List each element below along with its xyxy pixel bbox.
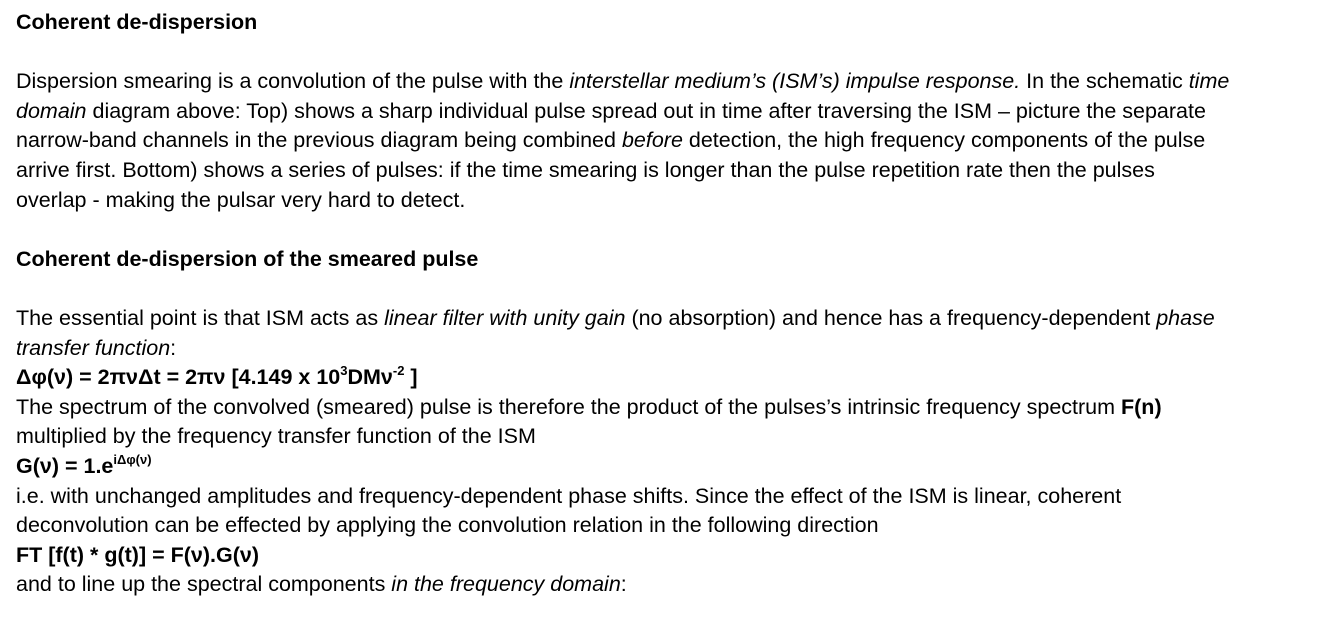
equation-text: DMν [347,365,393,390]
text-run: i.e. with unchanged amplitudes and frequency-dependent phase shifts. Since the effect of the ISM is linear, coherent [16,483,1122,508]
text-run: diagram above: Top) shows a sharp individual pulse spread out in time after traversing the ISM – picture the separate [86,98,1206,123]
section-heading-coherent-de-dispersion: Coherent de-dispersion [16,10,258,34]
equation-text: G(ν) = 1.e [16,453,114,478]
text-run: narrow-band channels in the previous diagram being combined [16,128,622,153]
paragraph-line [16,186,1316,216]
italic-text: phase [1156,305,1215,330]
text-run: Dispersion smearing is a convolution of the pulse with the [16,69,570,94]
paragraph-line [16,67,1316,97]
equation-superscript: 3 [340,363,348,379]
italic-text: transfer function [16,335,171,360]
text-run: arrive first. Bottom) shows a series of pulses: if the time smearing is longer than the pulse repetition rate then the pulses [16,157,1155,182]
italic-text: domain [16,98,87,123]
paragraph-closing [16,570,1316,600]
text-run: (no absorption) and hence has a frequency-dependent [625,305,1157,330]
paragraph-line [16,126,1316,156]
equation-text: Δφ(ν) = 2πνΔt = 2πν [4.149 x 10 [16,365,341,390]
paragraph-dispersion-smearing [16,67,1316,215]
paragraph-line [16,334,1316,364]
paragraph-line [16,482,1316,512]
italic-text: interstellar medium’s (ISM’s) impulse response. [569,69,1021,94]
italic-text: in the frequency domain [391,572,621,597]
equation-phase-shift [16,363,1316,393]
text-run: : [620,572,627,597]
paragraph-line [16,156,1316,186]
paragraph-unchanged-amplitudes [16,482,1316,541]
section-heading-smeared-pulse: Coherent de-dispersion of the smeared pulse [16,246,479,271]
text-run: overlap - making the pulsar very hard to detect. [16,187,466,212]
paragraph-essential-point [16,304,1316,363]
paragraph-line [16,97,1316,127]
paragraph-line [16,393,1316,423]
equation-superscript: iΔφ(ν) [113,451,152,467]
italic-text: before [621,128,683,153]
bold-text: F(n) [1121,394,1162,419]
paragraph-line [16,304,1316,334]
text-run: In the schematic [1020,69,1189,94]
equation-transfer-function [16,452,1316,482]
document-page [16,8,1316,600]
text-run: detection, the high frequency components of the pulse [682,128,1206,153]
equation-convolution: FT [f(t) * g(t)] = F(ν).G(ν) [16,542,260,567]
italic-text: time [1188,69,1230,94]
paragraph-line [16,422,1316,452]
text-run: : [170,335,177,360]
paragraph-spectrum [16,393,1316,452]
text-run: The spectrum of the convolved (smeared) pulse is therefore the product of the pulses’s intrinsic frequency spectrum [16,394,1122,419]
text-run: multiplied by the frequency transfer function of the ISM [16,424,536,449]
text-run: The essential point is that ISM acts as [16,305,385,330]
equation-text: ] [404,365,418,390]
spacer [16,215,1316,245]
paragraph-line [16,511,1316,541]
spacer [16,38,1316,68]
italic-text: linear filter with unity gain [384,305,626,330]
equation-superscript: -2 [392,363,405,379]
spacer [16,274,1316,304]
text-run: deconvolution can be effected by applying the convolution relation in the following direction [16,513,879,538]
text-run: and to line up the spectral components [16,572,392,597]
